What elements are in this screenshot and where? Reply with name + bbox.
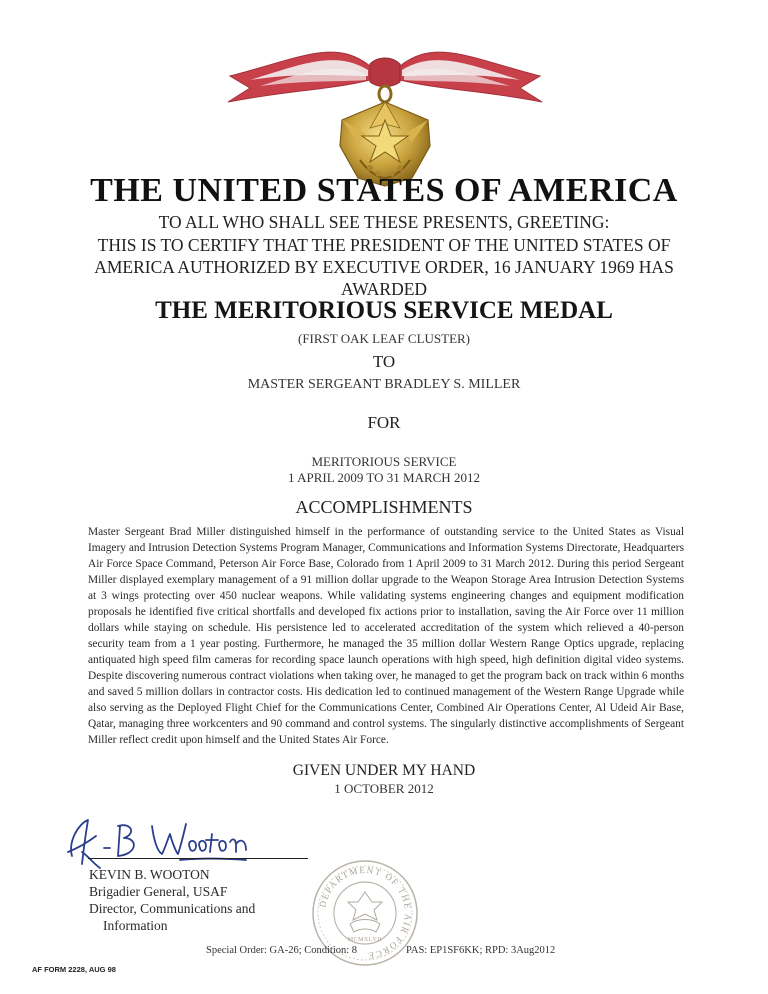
signatory-rank: Brigadier General, USAF: [89, 884, 228, 899]
signature-image: [60, 812, 250, 872]
special-order: Special Order: GA-26; Condition: 8: [206, 945, 358, 956]
signatory-block: [89, 866, 255, 934]
meritorious-service-medal-icon: [220, 28, 550, 188]
award-name: THE MERITORIOUS SERVICE MEDAL: [155, 297, 613, 324]
for-label: FOR: [367, 413, 401, 432]
accomplishments-heading: ACCOMPLISHMENTS: [295, 497, 473, 517]
seal-inner-text: MCMXLVII: [347, 937, 383, 943]
given-date: 1 OCTOBER 2012: [334, 781, 434, 796]
signatory-position-cont: Information: [103, 918, 168, 933]
recipient-name: MASTER SERGEANT BRADLEY S. MILLER: [247, 377, 521, 392]
pas-code: PAS: EP1SF6KK; RPD: 3Aug2012: [406, 945, 556, 956]
svg-text:DEPARTMENT OF THE AIR FORCE: DEPARTMENT OF THE AIR FORCE: [317, 864, 414, 962]
certification-statement: THIS IS TO CERTIFY THAT THE PRESIDENT OF THE UNITED STATES OF AMERICA AUTHORIZED BY EXECUTIVE ORDER, 16 JANUARY 1969 HAS AWARDED: [94, 235, 674, 299]
form-identifier: AF FORM 2228, AUG 98: [32, 965, 116, 974]
greeting-line: TO ALL WHO SHALL SEE THESE PRESENTS, GREETING:: [158, 212, 610, 232]
signatory-name: KEVIN B. WOOTON: [89, 867, 210, 882]
award-qualifier: (FIRST OAK LEAF CLUSTER): [297, 331, 471, 346]
given-under-hand: GIVEN UNDER MY HAND: [292, 762, 476, 779]
signature-line: [88, 858, 308, 859]
citation-text: Master Sergeant Brad Miller distinguished himself in the performance of outstanding service to the United States as Visual Imagery and Intrusion Detection Systems Program Manager, Communications and Information Systems Directorate, Headquarters Air Force Space Command, Peterson Air Force Base, Colorado from 1 April 2009 to 31 March 2012. During this period Sergeant Miller displayed exemplary management of a 91 million dollar upgrade to the Weapon Storage Area Intrusion Detection Systems at 3 wings protecting over 450 nuclear weapons. While validating systems engineering changes and equipment modification proposals he identified five critical shortfalls and developed fix actions prior to installation, saving the Air Force over 11 million dollars while staying on schedule. His persistence led to accelerated accreditation of the system which relieved a 40-person security team from a 1 year posting. Furthermore, he managed the 35 million dollar Western Range Optics upgrade, replacing antiquated high speed film cameras for recording space launch operations with high speed, high definition digital video systems. Despite discovering numerous contract violations when taking over, he managed to get the program back on track within 6 months and saved 5 million dollars in contractor costs. His dedication led to continued management of the Western Range Upgrade while also serving as the Deployed Flight Chief for the Communications Center, Combined Air Operations Center, Al Udeid Air Base, Qatar, managing three workcenters and 90 command and control systems. The singularly distinctive accomplishments of Sergeant Miller reflect credit upon himself and the United States Air Force.: [88, 526, 684, 746]
certificate-title: THE UNITED STATES OF AMERICA: [90, 172, 678, 209]
to-label: TO: [372, 352, 396, 371]
signatory-position: Director, Communications and: [89, 901, 256, 916]
service-period: 1 APRIL 2009 TO 31 MARCH 2012: [288, 470, 480, 485]
award-reason: MERITORIOUS SERVICE: [311, 454, 457, 469]
